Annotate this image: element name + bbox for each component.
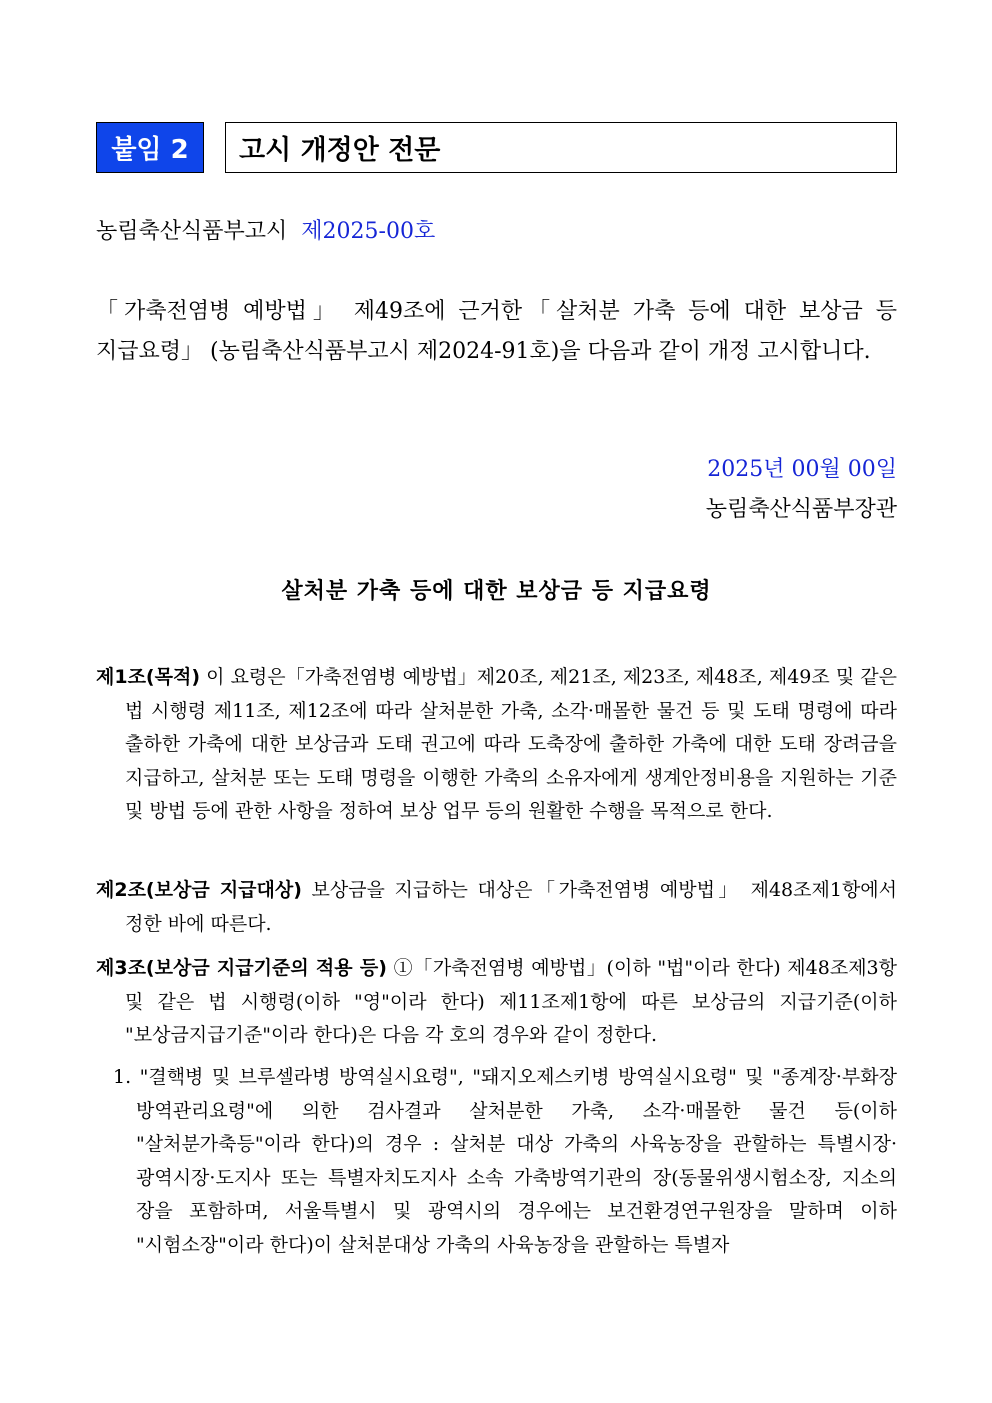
article-1-heading: 제1조(목적)	[96, 666, 201, 688]
notice-number: 제2025-00호	[301, 219, 436, 244]
item-text: "결핵병 및 브루셀라병 방역실시요령", "돼지오제스키병 방역실시요령" 및 "종계장·부화장 방역관리요령"에 의한 검사결과 살처분한 가축, 소각·매몰한 물건 등(이하 "살처분가축등"이라 한다)의 경우 : 살처분 대상 가축의 사육농장을 관할하는 특별시장·광역시장·도지사 또는 특별자치도지사 소속 가축방역기관의 장(동물위생시험소장, 지소의 장을 포함하며, 서울특별시 및 광역시의 경우에는 보건환경연구원장을 말하며 이하 "시험소장"이라 한다)이 살처분대상 가축의 사육농장을 관할하는 특별자	[136, 1066, 897, 1256]
attachment-badge: 붙임 2	[96, 122, 204, 173]
article-3-heading: 제3조(보상금 지급기준의 적용 등)	[96, 957, 387, 979]
minister-signature: 농림축산식품부장관	[705, 497, 897, 522]
notice-number-line	[96, 214, 435, 245]
issue-date: 2025년 00월 00일	[707, 457, 897, 482]
item-number: 1.	[113, 1066, 132, 1088]
article-3	[96, 952, 897, 1053]
article-1	[96, 661, 897, 829]
article-3-body: ①「가축전염병 예방법」(이하 "법"이라 한다) 제48조제3항 및 같은 법 시행령(이하 "영"이라 한다) 제11조제1항에 따른 보상금의 지급기준(이하 "보상금지급기준"이라 한다)은 다음 각 호의 경우와 같이 정한다.	[125, 957, 897, 1046]
attachment-header	[96, 122, 897, 173]
article-1-body: 이 요령은「가축전염병 예방법」제20조, 제21조, 제23조, 제48조, 제49조 및 같은 법 시행령 제11조, 제12조에 따라 살처분한 가축, 소각·매몰한 물건 등 및 도태 명령에 따라 출하한 가축에 대한 보상금과 도태 권고에 따라 도축장에 출하한 가축에 대한 도태 장려금을 지급하고, 살처분 또는 도태 명령을 이행한 가축의 소유자에게 생계안정비용을 지원하는 기준 및 방법 등에 관한 사항을 정하여 보상 업무 등의 원활한 수행을 목적으로 한다.	[125, 666, 897, 822]
article-3-item-1	[113, 1061, 897, 1262]
law-title: 살처분 가축 등에 대한 보상금 등 지급요령	[281, 578, 712, 604]
article-2	[96, 874, 897, 941]
attachment-title: 고시 개정안 전문	[225, 122, 897, 173]
intro-paragraph: 「가축전염병 예방법」 제49조에 근거한「살처분 가축 등에 대한 보상금 등 지급요령」 (농림축산식품부고시 제2024-91호)을 다음과 같이 개정 고시합니다.	[96, 299, 897, 364]
article-2-body: 보상금을 지급하는 대상은「가축전염병 예방법」 제48조제1항에서 정한 바에 따른다.	[125, 879, 897, 935]
article-2-heading: 제2조(보상금 지급대상)	[96, 879, 302, 901]
notice-label: 농림축산식품부고시	[96, 219, 288, 244]
